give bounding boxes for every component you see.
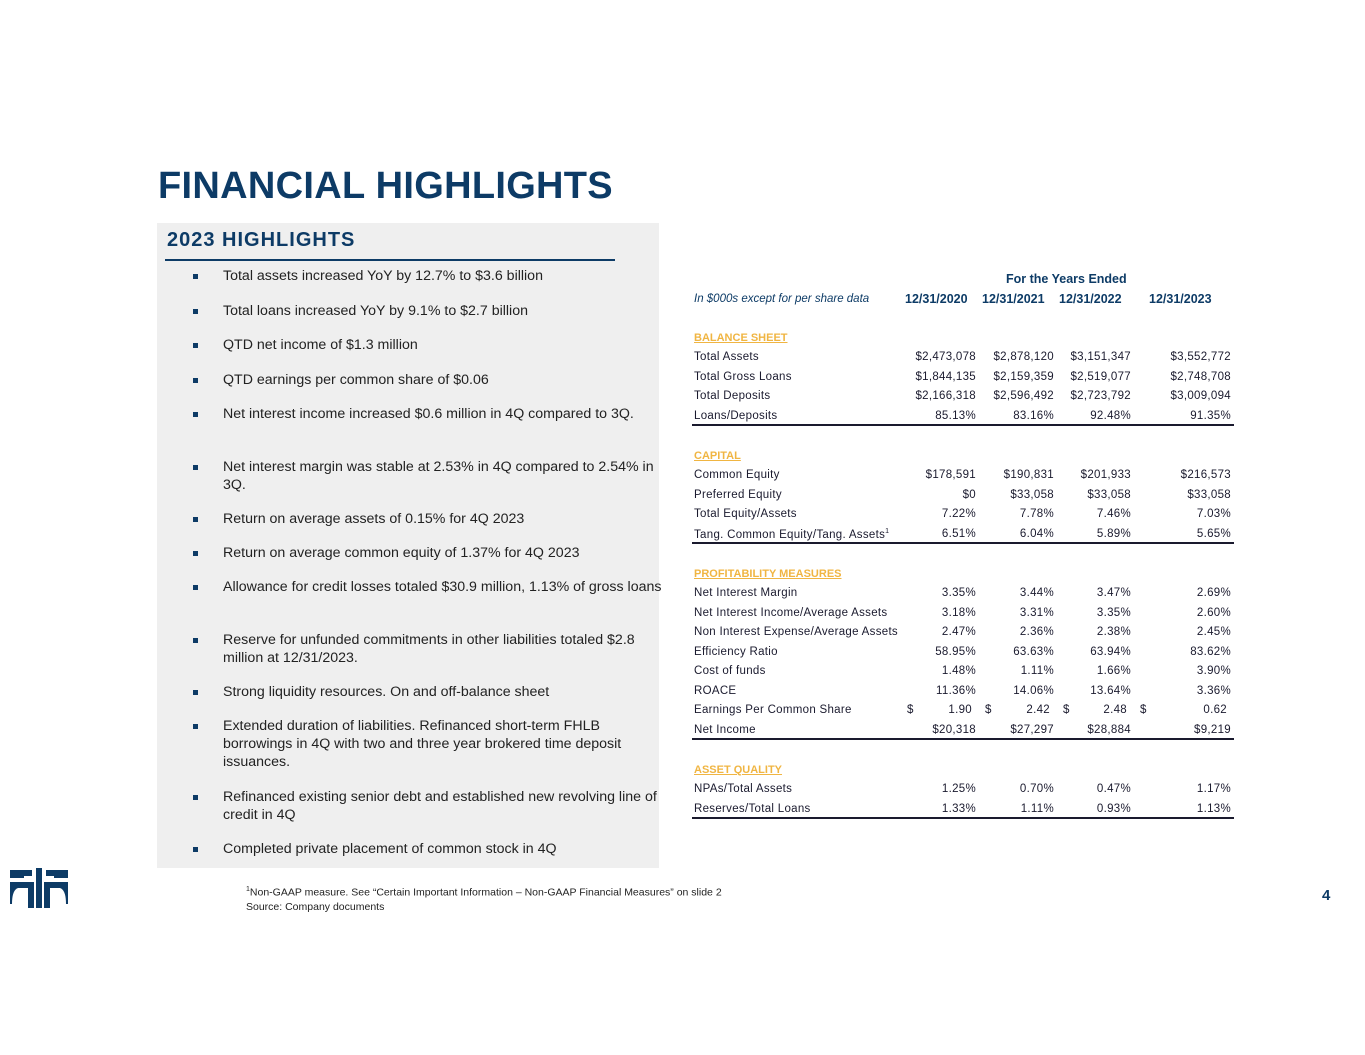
table-cell: 2.38% (1096, 626, 1131, 638)
highlights-panel: 2023 HIGHLIGHTS Total assets increased YoY by 12.7% to $3.6 billion Total loans increased YoY by 9.1% to $2.7 billion QTD net income of $1.3 million QTD earnings per common share of $0.06 Net interest income increased $0.6 million in 4Q compared to 3Q. Net interest margin was stable at 2.53% in 4Q compared to 2.54% in 3Q. Return on average assets of 0.15% for 4Q 2023 Return on average common equity of 1.37% for 4Q 2023 Allowance for credit losses totaled $30.9 million, 1.13% of gross loans Reserve for unfunded commitments in other liabilities totaled $2.8 million at 12/31/2023. Strong liquidity resources. On and off-balance sheet Extended duration of liabilities. Refinanced short-term FHLB borrowings in 4Q with two and three year brokered time deposit issuances. Refinanced existing senior debt and established new revolving line of credit in 4Q Completed private placement of common stock in 4Q (157, 223, 659, 868)
row-label: Total Equity/Assets (694, 508, 797, 520)
table-cell: 0.93% (1096, 802, 1131, 815)
table-cell: $28,884 (1087, 723, 1131, 736)
table-cell: 2.42 (1026, 704, 1050, 716)
table-cell: 2.45% (1196, 626, 1231, 638)
bullet-icon (193, 585, 198, 590)
section-rule (692, 424, 1234, 426)
row-label: Total Deposits (694, 390, 771, 402)
table-cell: 83.62% (1190, 645, 1231, 658)
table-cell: 1.48% (941, 665, 976, 677)
row-label: Loans/Deposits (694, 409, 778, 422)
table-cell: $2,166,318 (915, 390, 976, 402)
section-title: ASSET QUALITY (694, 764, 783, 776)
section-title: PROFITABILITY MEASURES (694, 568, 842, 580)
table-cell: $1,844,135 (915, 370, 976, 383)
table-units-note: In $000s except for per share data (694, 293, 870, 305)
table-cell: 7.22% (941, 508, 976, 520)
column-header: 12/31/2023 (1149, 292, 1212, 306)
table-cell: 3.36% (1196, 684, 1231, 697)
row-label: Efficiency Ratio (694, 645, 778, 658)
table-cell: 6.51% (941, 527, 976, 540)
bullet-icon (193, 551, 198, 556)
bank-logo-icon (10, 868, 68, 908)
table-cell: 1.17% (1196, 783, 1231, 795)
table-cell: $33,058 (1010, 488, 1054, 501)
table-cell: $178,591 (925, 469, 976, 481)
table-cell: $3,552,772 (1170, 351, 1231, 363)
bullet-icon (193, 690, 198, 695)
page-number: 4 (1322, 887, 1331, 904)
bullet-icon (193, 517, 198, 522)
row-label: Cost of funds (694, 665, 766, 677)
table-cell: $33,058 (1087, 488, 1131, 501)
table-cell: 7.03% (1196, 508, 1231, 520)
row-label: ROACE (694, 684, 737, 697)
table-cell: 63.94% (1090, 645, 1131, 658)
table-cell: 85.13% (935, 409, 976, 422)
bullet-icon (193, 638, 198, 643)
table-cell: 92.48% (1090, 409, 1131, 422)
column-header: 12/31/2022 (1059, 292, 1122, 306)
table-cell: 5.65% (1196, 527, 1231, 540)
table-cell: $2,723,792 (1070, 390, 1131, 402)
bullet-icon (193, 378, 198, 383)
table-cell: 2.60% (1196, 606, 1231, 619)
table-cell: $3,151,347 (1070, 351, 1131, 363)
bullet-icon (193, 724, 198, 729)
column-header: 12/31/2020 (905, 292, 968, 306)
row-label: Total Assets (694, 351, 759, 363)
table-cell: 3.35% (941, 587, 976, 599)
bullet-icon (193, 343, 198, 348)
table-cell: $2,519,077 (1070, 370, 1131, 383)
table-cell: 1.11% (1020, 802, 1054, 815)
table-cell: 11.36% (936, 684, 976, 697)
table-cell: 83.16% (1013, 409, 1054, 422)
table-cell: $0 (962, 488, 976, 501)
row-label: Tang. Common Equity/Tang. Assets$^1$ (694, 527, 890, 541)
table-cell: $2,159,359 (993, 370, 1054, 383)
table-cell: 1.90 (948, 704, 972, 716)
table-cell: $201,933 (1080, 469, 1131, 481)
table-cell: 3.90% (1196, 665, 1231, 677)
footnote: $^1$Non-GAAP measure. See “Certain Important Information – Non-GAAP Financial Measures” on slide 2 Source: Company documents (246, 886, 722, 913)
table-cell: $2,748,708 (1170, 370, 1231, 383)
bullet-icon (193, 274, 198, 279)
table-cell: 1.33% (941, 802, 976, 815)
section-rule (692, 542, 1234, 544)
table-cell: 2.69% (1196, 587, 1231, 599)
section-title: CAPITAL (694, 450, 741, 462)
row-label: Total Gross Loans (694, 370, 792, 383)
section-rule (692, 817, 1234, 819)
currency-symbol: $ (907, 704, 914, 716)
table-cell: 7.46% (1096, 508, 1131, 520)
row-label: Earnings Per Common Share (694, 704, 852, 716)
table-cell: $20,318 (932, 723, 976, 736)
bullet-icon (193, 465, 198, 470)
table-cell: 2.36% (1019, 626, 1054, 638)
highlights-divider (165, 259, 615, 261)
row-label: Common Equity (694, 469, 780, 481)
table-cell: 3.18% (941, 606, 976, 619)
highlights-title: 2023 HIGHLIGHTS (167, 229, 356, 251)
table-cell: $9,219 (1194, 723, 1231, 736)
section-title: BALANCE SHEET (694, 332, 788, 344)
table-cell: 2.48 (1103, 704, 1127, 716)
table-cell: 2.47% (941, 626, 976, 638)
footnote-nongaap: Non-GAAP measure. See “Certain Important Information – Non-GAAP Financial Measures” on slide 2 (249, 886, 722, 899)
table-cell: 58.95% (935, 645, 976, 658)
table-cell: 3.31% (1019, 606, 1054, 619)
table-cell: 1.13% (1196, 802, 1231, 815)
table-cell: $216,573 (1180, 469, 1231, 481)
table-cell: $33,058 (1187, 488, 1231, 501)
table-cell: $2,878,120 (993, 351, 1054, 363)
table-cell: 0.62 (1203, 704, 1227, 716)
table-cell: 6.04% (1019, 527, 1054, 540)
row-label: NPAs/Total Assets (694, 783, 793, 795)
table-cell: $2,473,078 (915, 351, 976, 363)
row-label: Net Interest Income/Average Assets (694, 606, 888, 619)
table-cell: 5.89% (1096, 527, 1131, 540)
bullet-icon (193, 795, 198, 800)
table-cell: 3.44% (1019, 587, 1054, 599)
bullet-icon (193, 412, 198, 417)
table-cell: 1.66% (1096, 665, 1131, 677)
table-cell: 13.64% (1090, 684, 1131, 697)
table-cell: 7.78% (1019, 508, 1054, 520)
table-cell: 3.47% (1096, 587, 1131, 599)
table-cell: 1.11% (1020, 665, 1054, 677)
table-cell: 0.70% (1019, 783, 1054, 795)
currency-symbol: $ (1063, 704, 1070, 716)
table-cell: 1.25% (941, 783, 976, 795)
table-cell: $190,831 (1003, 469, 1054, 481)
table-cell: 14.06% (1013, 684, 1054, 697)
table-cell: 63.63% (1013, 645, 1054, 658)
column-header: 12/31/2021 (982, 292, 1045, 306)
table-cell: 3.35% (1096, 606, 1131, 619)
bullet-icon (193, 847, 198, 852)
table-cell: 0.47% (1096, 783, 1131, 795)
row-label: Preferred Equity (694, 488, 782, 501)
row-label: Net Interest Margin (694, 587, 798, 599)
row-label: Non Interest Expense/Average Assets (694, 626, 898, 638)
row-label: Net Income (694, 723, 756, 736)
bullet-icon (193, 309, 198, 314)
row-label: Reserves/Total Loans (694, 802, 811, 815)
section-rule (692, 738, 1234, 740)
table-cell: 91.35% (1190, 409, 1231, 422)
table-header-years: For the Years Ended (1006, 272, 1127, 286)
page-title: FINANCIAL HIGHLIGHTS (158, 165, 613, 207)
footnote-source: Source: Company documents (246, 900, 385, 913)
table-cell: $27,297 (1010, 723, 1054, 736)
table-cell: $3,009,094 (1170, 390, 1231, 402)
table-cell: $2,596,492 (993, 390, 1054, 402)
currency-symbol: $ (985, 704, 992, 716)
currency-symbol: $ (1140, 704, 1147, 716)
